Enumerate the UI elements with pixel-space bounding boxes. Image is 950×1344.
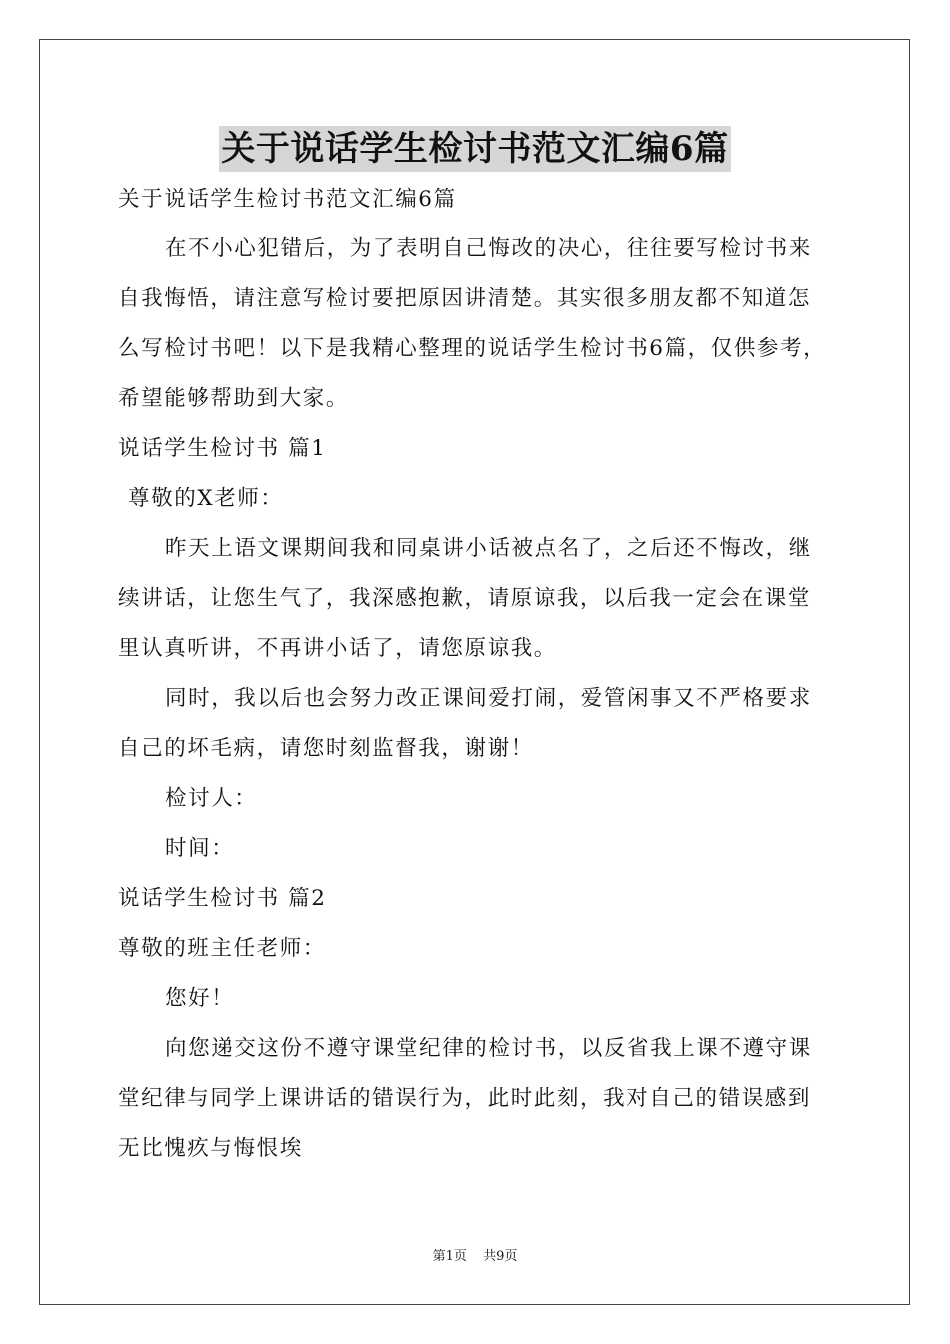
body-line: 希望能够帮助到大家。 [118, 386, 350, 411]
body-line: 自己的坏毛病，请您时刻监督我，谢谢！ [118, 736, 534, 761]
signature-label: 检讨人： [165, 786, 258, 811]
salutation-2: 尊敬的班主任老师： [118, 936, 326, 961]
body-line: 向您递交这份不遵守课堂纪律的检讨书，以反省我上课不遵守课 [165, 1036, 812, 1061]
body-line: 么写检讨书吧！以下是我精心整理的说话学生检讨书6篇，仅供参考， [118, 336, 827, 361]
body-line: 里认真听讲，不再讲小话了，请您原谅我。 [118, 636, 557, 661]
page-number: 第1页 [432, 1249, 467, 1264]
page-footer [0, 1248, 950, 1266]
page-total: 共9页 [483, 1249, 518, 1264]
section-heading-2: 说话学生检讨书 篇2 [118, 886, 327, 911]
body-line: 在不小心犯错后，为了表明自己悔改的决心，往往要写检讨书来 [165, 236, 812, 261]
body-line: 无比愧疚与悔恨埃 [118, 1136, 303, 1161]
title-wrap [0, 126, 950, 172]
body-line: 堂纪律与同学上课讲话的错误行为，此时此刻，我对自己的错误感到 [118, 1086, 812, 1111]
body-line: 同时，我以后也会努力改正课间爱打闹，爱管闲事又不严格要求 [165, 686, 812, 711]
date-label: 时间： [165, 836, 235, 861]
body-line: 续讲话，让您生气了，我深感抱歉，请原谅我，以后我一定会在课堂 [118, 586, 812, 611]
section-heading-1: 说话学生检讨书 篇1 [118, 436, 327, 461]
body-line: 自我悔悟，请注意写检讨要把原因讲清楚。其实很多朋友都不知道怎 [118, 286, 812, 311]
greeting: 您好！ [165, 986, 235, 1011]
salutation-1: 尊敬的X老师： [128, 486, 284, 511]
body-line: 昨天上语文课期间我和同桌讲小话被点名了，之后还不悔改，继 [165, 536, 812, 561]
document-title: 关于说话学生检讨书范文汇编6篇 [219, 126, 730, 172]
subtitle-line: 关于说话学生检讨书范文汇编6篇 [118, 187, 457, 212]
page-border [39, 39, 910, 1305]
